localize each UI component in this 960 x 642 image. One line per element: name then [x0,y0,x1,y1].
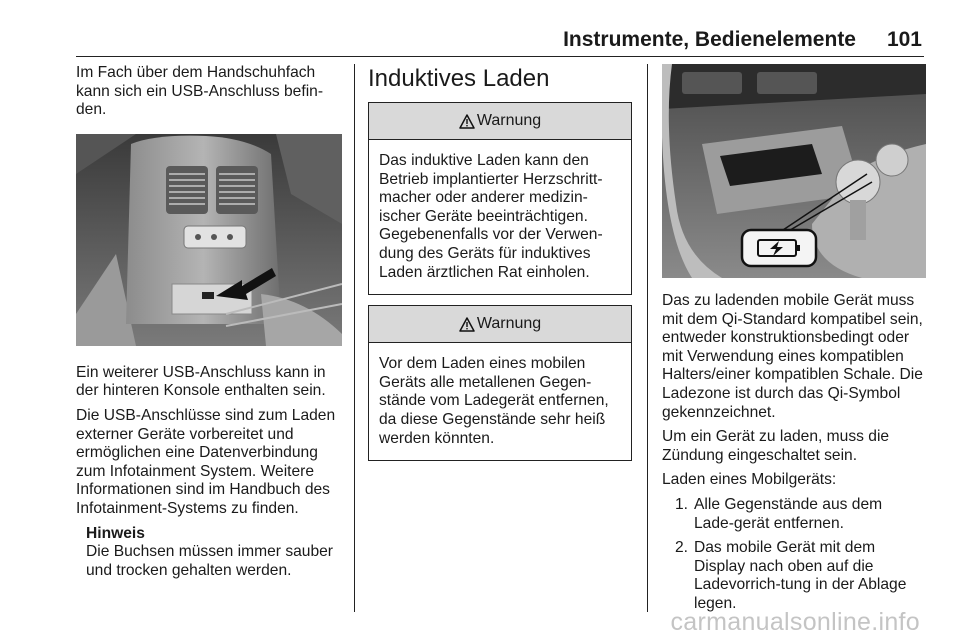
page-title: Instrumente, Bedienelemente [563,28,856,51]
rear-console-usb-photo [76,134,342,346]
warning-box-1 [368,102,632,295]
warning-triangle-icon [459,317,475,332]
wireless-charger-illustration [662,64,926,278]
rear-console-paragraph: Ein weiterer USB-Anschluss kann in der hinteren Konsole enthalten sein. [76,363,326,400]
warning-title-2: Warnung [476,314,542,332]
note-text: Die Buchsen müssen immer sauber und trocken gehalten werden. [86,543,334,579]
warning-header-2 [369,306,631,343]
note-block [76,525,342,581]
warning-text-1: Das induktive Laden kann den Betrieb implantierter Herzschritt-macher oder anderer medizin-ischer Geräte beeinträchtigen. Gegebenenfalls vor der Verwen-dung des Geräts für induktives Laden ärztlichen Rat einholen. [379,152,603,281]
usb-info-paragraph: Die USB-Anschlüsse sind zum Laden externer Geräte vorbereitet und ermöglichen eine Datenverbindung zum Infotainment System. Weitere Informationen sind im Handbuch des Infotainment-Systems zu finden. [76,406,336,517]
intro-paragraph: Im Fach über dem Handschuhfach kann sich ein USB-Anschluss befin-den. [76,64,324,119]
warning-text-2: Vor dem Laden eines mobilen Geräts alle metallenen Gegen-stände vom Ladegerät entfernen, da diese Gegenstände sehr heiß werden könnten. [379,355,609,447]
ignition-paragraph: Um ein Gerät zu laden, muss die Zündung eingeschaltet sein. [662,428,890,464]
page-header [0,0,960,58]
note-title: Hinweis [86,524,145,542]
list-item [662,496,926,533]
page-number: 101 [886,28,922,51]
step-number: 1. [674,495,688,513]
section-title: Induktives Laden [368,65,550,92]
step-number: 2. [674,539,688,557]
step-text: Das mobile Gerät mit dem Display nach oben auf die Ladevorrich-tung in der Ablage legen. [694,539,907,612]
qi-compat-paragraph: Das zu ladenden mobile Gerät muss mit dem Qi-Standard kompatibel sein, entweder konstruktionsbedingt oder mit Verwendung eines kompatiblen Halters/einer kompatiblen Schale. Die Ladezone ist durch das Qi-Symbol gekennzeichnet. [662,292,923,421]
warning-header-1 [369,103,631,140]
column-divider-left [354,64,355,612]
warning-box-2 [368,305,632,461]
warning-title-1: Warnung [476,111,542,129]
rear-console-usb-illustration [76,134,342,346]
steps-intro: Laden eines Mobilgeräts: [662,471,837,489]
header-divider [76,56,924,57]
watermark: carmanualsonline.info [670,608,920,636]
left-column [76,64,342,580]
column-divider-right [647,64,648,612]
warning-triangle-icon [459,114,475,129]
middle-column [368,64,632,471]
step-text: Alle Gegenstände aus dem Lade-gerät entfernen. [694,495,883,532]
list-item [662,539,926,613]
right-column [662,64,926,620]
wireless-charger-photo [662,64,926,278]
charging-steps-list [662,496,926,614]
